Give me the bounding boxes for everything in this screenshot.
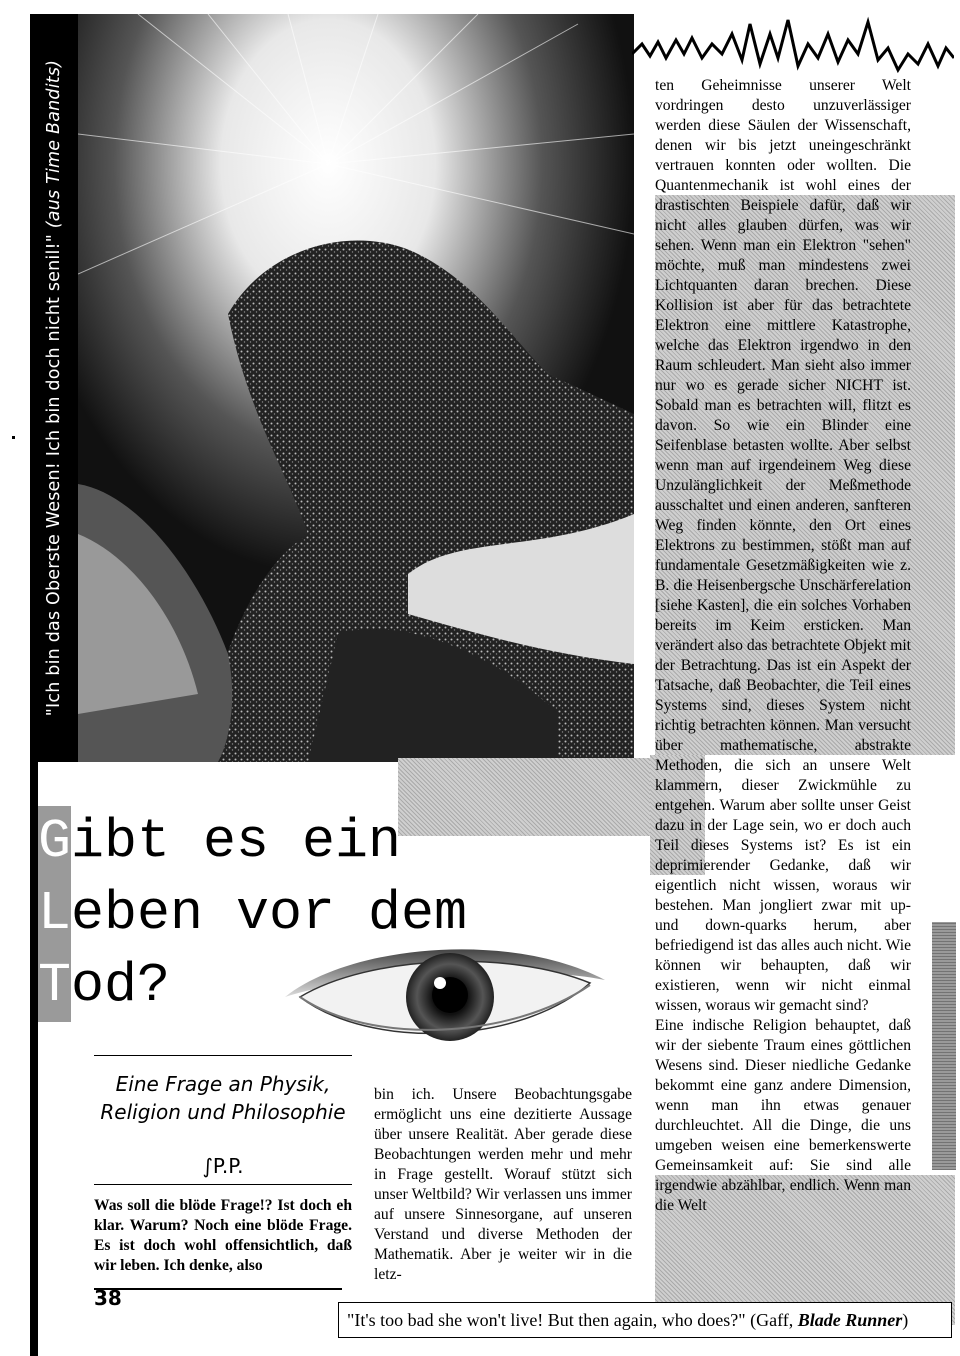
title-initial-l: L: [38, 878, 71, 950]
right-column-paragraph-2: Eine indische Religion behauptet, daß wir der siebente Traum eines göttlichen Wesens sind. Dieser niedliche Gedanke bekommt eine ganz andere Dimension, wenn man ihn etwas genauer durchleuchtet. All die Dinge, die uns umgeben weisen eine bemerkenswerte Gemeinsamkeit auf: Sie sind alle irgendwie abzählbar, endlich. Wenn man die Welt: [655, 1017, 911, 1214]
author-signature: ∫P.P.: [202, 1154, 244, 1178]
article-subtitle: Eine Frage an Physik, Religion und Philosophie: [100, 1072, 346, 1124]
side-quote: [44, 18, 64, 758]
side-quote-source: (aus Time Bandits): [44, 59, 64, 229]
right-column-paragraph-1: ten Geheimnisse unserer Welt vordringen desto unzuverlässiger werden diese Säulen der Wissenschaft, denen wir bis jetzt uneingeschränkt vertrauen konnten oder wollten. Die Quantenmechanik ist wohl eines der drastischten Beispiele dafür, daß wir nicht alles glauben dürfen, was wir sehen. Wenn man ein Elektron "sehen" möchte, muß man mindestens zwei Lichtquanten daran brechen. Diese Kollision ist aber für das betrachtete Elektron eine mittlere Katastrophe, welche das Elektron irgendwo in den Raum schleudert. Man sieht also immer nur wo es gerade sicher NICHT ist. Sobald man es betrachten will, flitzt es davon. So wie ein Blinder eine Seifenblase betasten wollte. Aber selbst wenn man auf irgendeinem Weg diese Unzulänglichkeit der Meßmethode ausschaltet und einen anderen, sanfteren Weg finden könnte, den Ort eines Elektrons zu bestimmen, stößt man auf fundamentale Gesetzmäßigkeiten wie z. B. die Heisenbergsche Unschärferelation [siehe Kasten], die ein solches Vorhaben bereits im Keim ersticken. Man verändert also das betrachtete Objekt mit der Betrachtung. Das ist ein Aspekt der Tatsache, daß Beobachter, die Teil eines Systems sind, dieses System nicht richtig betrachten können. Man versucht über mathematische, abstrakte Methoden, die sich an unsere Welt klammern, dieser Zwickmühle zu entgehen. Warum aber sollte unser Geist dazu in der Lage sein, wo er doch auch Teil dieses Systems ist? Es ist ein deprimierender Gedanke, daß wir eigentlich nicht wissen, woraus wir bestehen. Man jongliert zwar mit up- und down-quarks herum, aber befriedigend ist das alles auch nicht. Wie können wir behaupten, daß wir existieren, wenn wir nicht einmal wissen, woraus wir gemacht sind?: [655, 77, 911, 1014]
gray-side-bar: [932, 922, 956, 1170]
title-line-3: od?: [71, 954, 171, 1017]
side-quote-text: "Ich bin das Oberste Wesen! Ich bin doch nicht senil!": [44, 234, 64, 717]
zigzag-ornament: [632, 14, 954, 80]
cover-photo: [78, 14, 634, 762]
bottom-quote-close: ): [902, 1310, 909, 1330]
stray-dot: [12, 436, 15, 439]
eye-illustration: [280, 935, 610, 1053]
bottom-quote-film: Blade Runner: [797, 1310, 903, 1330]
title-line-2: eben vor dem: [71, 882, 468, 945]
bottom-quote-text: "It's too bad she won't live! But then again, who does?" (Gaff,: [347, 1310, 798, 1330]
side-strip-lower: [30, 762, 38, 1356]
footer-rule: [94, 1288, 342, 1290]
right-column-text: [655, 76, 911, 1216]
left-column-text: Was soll die blöde Frage!? Ist doch eh klar. Warum? Noch eine blöde Frage. Es ist doch wohl offensichtlich, daß wir leben. Ich denke, also: [94, 1197, 352, 1274]
page-number: 38: [94, 1286, 122, 1310]
subtitle-rule-top: [94, 1055, 352, 1056]
title-initial-g: G: [38, 806, 71, 878]
title-initial-t: T: [38, 950, 71, 1022]
title-line-1: ibt es ein: [71, 810, 402, 873]
middle-column-text: bin ich. Unsere Beobachtungsgabe ermöglicht uns eine dezitierte Aussage über unsere Realität. Aber gerade diese Beobachtungen werden mehr und mehr in Frage gestellt. Worauf stützt sich unser Weltbild? Wir verlassen uns immer auf unsere Sinnesorgane, auf unseren Verstand und diverse Methoden der Mathematik. Aber je weiter wir in die letz-: [374, 1086, 632, 1283]
bottom-quote-box: [338, 1302, 952, 1338]
subtitle-rule-bottom: [94, 1184, 352, 1185]
